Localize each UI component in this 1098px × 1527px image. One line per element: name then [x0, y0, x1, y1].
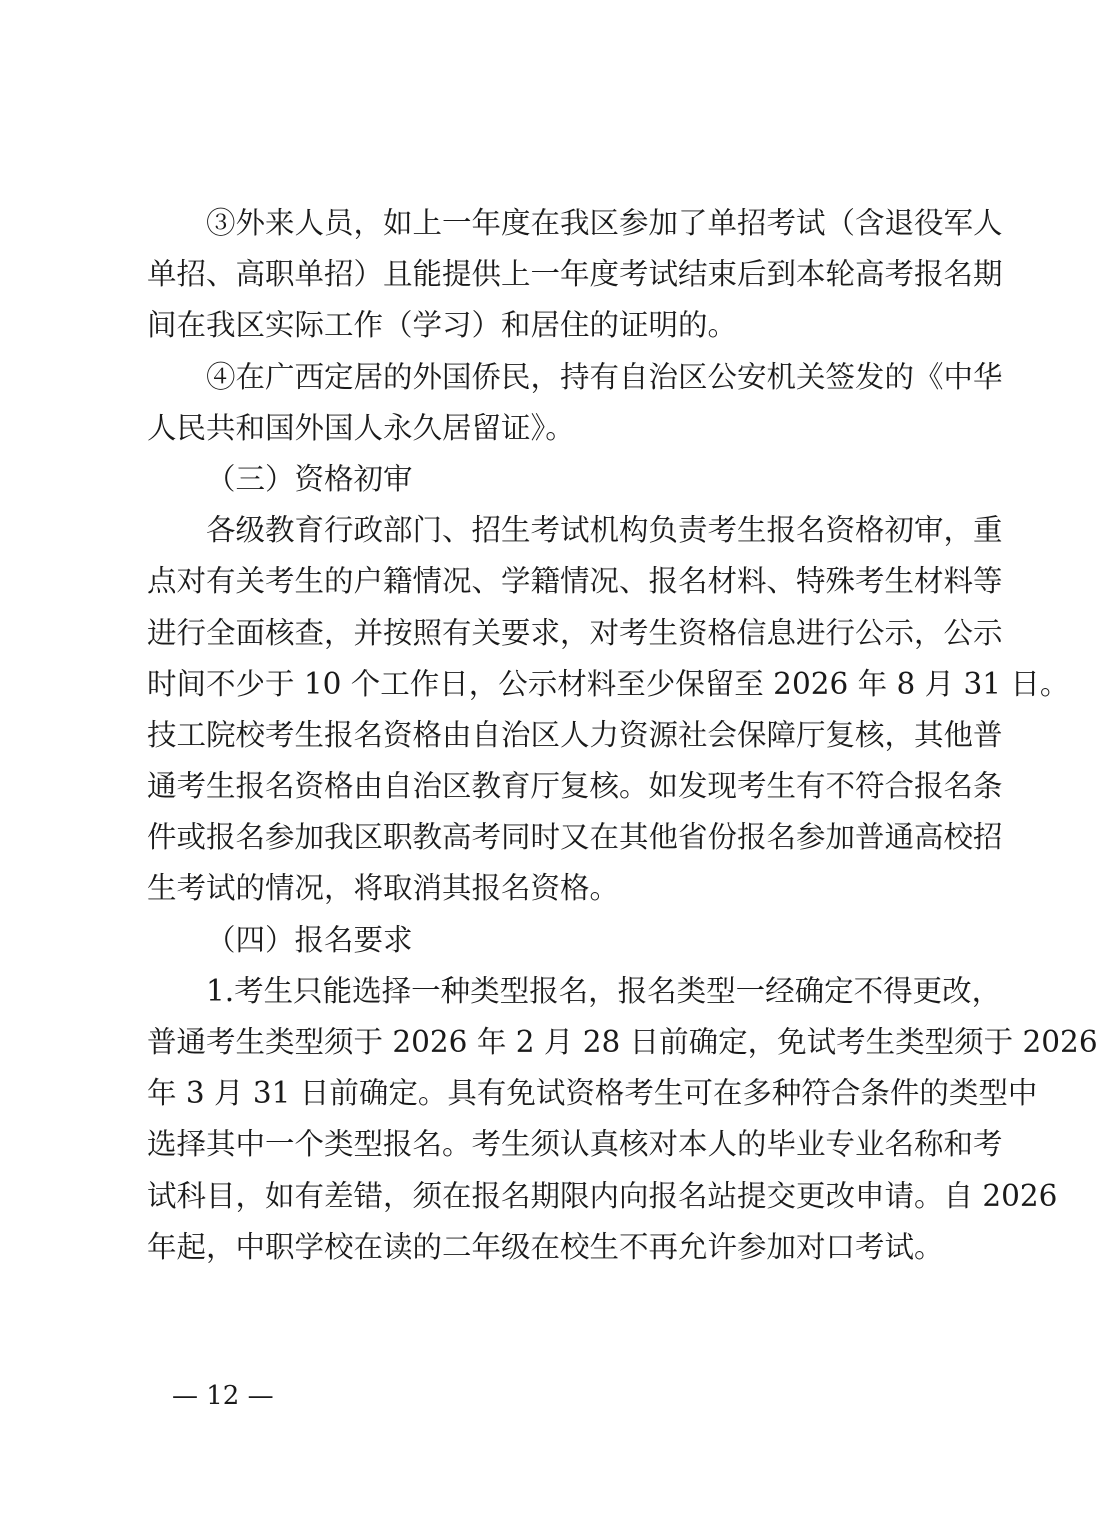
paragraph-line: ③外来人员，如上一年度在我区参加了单招考试（含退役军人 — [206, 206, 1003, 240]
paragraph-line: 时间不少于 10 个工作日，公示材料至少保留至 2026 年 8 月 31 日。 — [147, 666, 1070, 701]
paragraph-line: 通考生报名资格由自治区教育厅复核。如发现考生有不符合报名条 — [147, 769, 1003, 804]
paragraph-line: 技工院校考生报名资格由自治区人力资源社会保障厅复核，其他普 — [147, 717, 1003, 752]
page-number: — 12 — — [172, 1381, 274, 1411]
paragraph-line: 年 3 月 31 日前确定。具有免试资格考生可在多种符合条件的类型中 — [147, 1076, 1038, 1111]
paragraph-line: 各级教育行政部门、招生考试机构负责考生报名资格初审，重 — [206, 513, 1003, 548]
paragraph-line: 点对有关考生的户籍情况、学籍情况、报名材料、特殊考生材料等 — [147, 564, 1003, 599]
paragraph-line: ④在广西定居的外国侨民，持有自治区公安机关签发的《中华 — [206, 359, 1003, 394]
section-heading: （四）报名要求 — [206, 922, 413, 957]
paragraph-line: 件或报名参加我区职教高考同时又在其他省份报名参加普通高校招 — [147, 820, 1003, 855]
paragraph-line: 年起，中职学校在读的二年级在校生不再允许参加对口考试。 — [147, 1229, 944, 1264]
paragraph-line: 单招、高职单招）且能提供上一年度考试结束后到本轮高考报名期 — [147, 257, 1003, 292]
paragraph-line: 间在我区实际工作（学习）和居住的证明的。 — [147, 308, 738, 343]
paragraph-line: 进行全面核查，并按照有关要求，对考生资格信息进行公示，公示 — [147, 615, 1003, 650]
section-heading: （三）资格初审 — [206, 461, 413, 496]
paragraph-line: 普通考生类型须于 2026 年 2 月 28 日前确定，免试考生类型须于 2026 — [147, 1025, 1098, 1059]
paragraph-line: 人民共和国外国人永久居留证》。 — [147, 410, 575, 445]
paragraph-line: 选择其中一个类型报名。考生须认真核对本人的毕业专业名称和考 — [147, 1127, 1003, 1162]
paragraph-line: 1.考生只能选择一种类型报名，报名类型一经确定不得更改， — [206, 973, 1002, 1008]
paragraph-line: 试科目，如有差错，须在报名期限内向报名站提交更改申请。自 2026 — [147, 1178, 1058, 1213]
paragraph-line: 生考试的情况，将取消其报名资格。 — [147, 871, 620, 906]
document-body — [147, 198, 1098, 1273]
